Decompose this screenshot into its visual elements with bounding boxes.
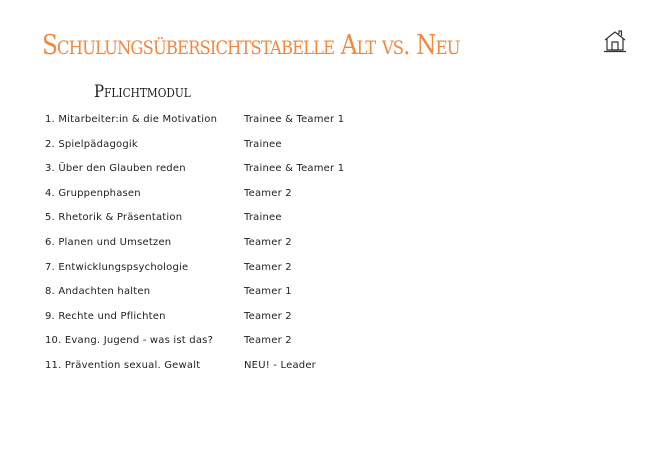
course-role: Trainee & Teamer 1 <box>244 163 345 175</box>
course-name: 7. Entwicklungspsychologie <box>45 261 189 273</box>
course-name: 6. Planen und Umsetzen <box>45 236 172 248</box>
course-role: Teamer 2 <box>244 236 292 248</box>
course-role: Teamer 2 <box>244 261 292 273</box>
course-name: 3. Über den Glauben reden <box>45 163 186 175</box>
home-icon[interactable] <box>602 28 628 54</box>
table-row <box>45 210 445 235</box>
course-name: 1. Mitarbeiter:in & die Motivation <box>45 114 218 125</box>
table-row <box>45 358 445 383</box>
table-row <box>45 137 445 162</box>
course-name: 8. Andachten halten <box>45 286 151 298</box>
course-role: Trainee <box>244 138 282 150</box>
course-role: NEU! - Leader <box>244 359 316 371</box>
course-name: 4. Gruppenphasen <box>45 187 141 199</box>
table-row <box>45 161 445 186</box>
section-title: Pflichtmodul <box>94 82 191 102</box>
table-row <box>45 309 445 334</box>
course-name: 11. Prävention sexual. Gewalt <box>45 359 201 371</box>
course-role: Teamer 1 <box>244 286 292 298</box>
course-role: Teamer 2 <box>244 187 292 199</box>
table-row <box>45 186 445 211</box>
course-role: Trainee <box>244 212 282 224</box>
course-role: Teamer 2 <box>244 335 292 347</box>
table-row <box>45 260 445 285</box>
course-name: 10. Evang. Jugend - was ist das? <box>45 335 214 347</box>
training-table <box>45 112 445 383</box>
table-row <box>45 112 445 137</box>
course-role: Teamer 2 <box>244 310 292 322</box>
course-name: 2. Spielpädagogik <box>45 138 138 150</box>
table-row <box>45 284 445 309</box>
table-row <box>45 333 445 358</box>
page-title: Schulungsübersichtstabelle Alt vs. Neu <box>42 30 460 61</box>
table-row <box>45 235 445 260</box>
course-role: Trainee & Teamer 1 <box>244 114 345 125</box>
course-name: 5. Rhetorik & Präsentation <box>45 212 183 224</box>
course-name: 9. Rechte und Pflichten <box>45 310 166 322</box>
